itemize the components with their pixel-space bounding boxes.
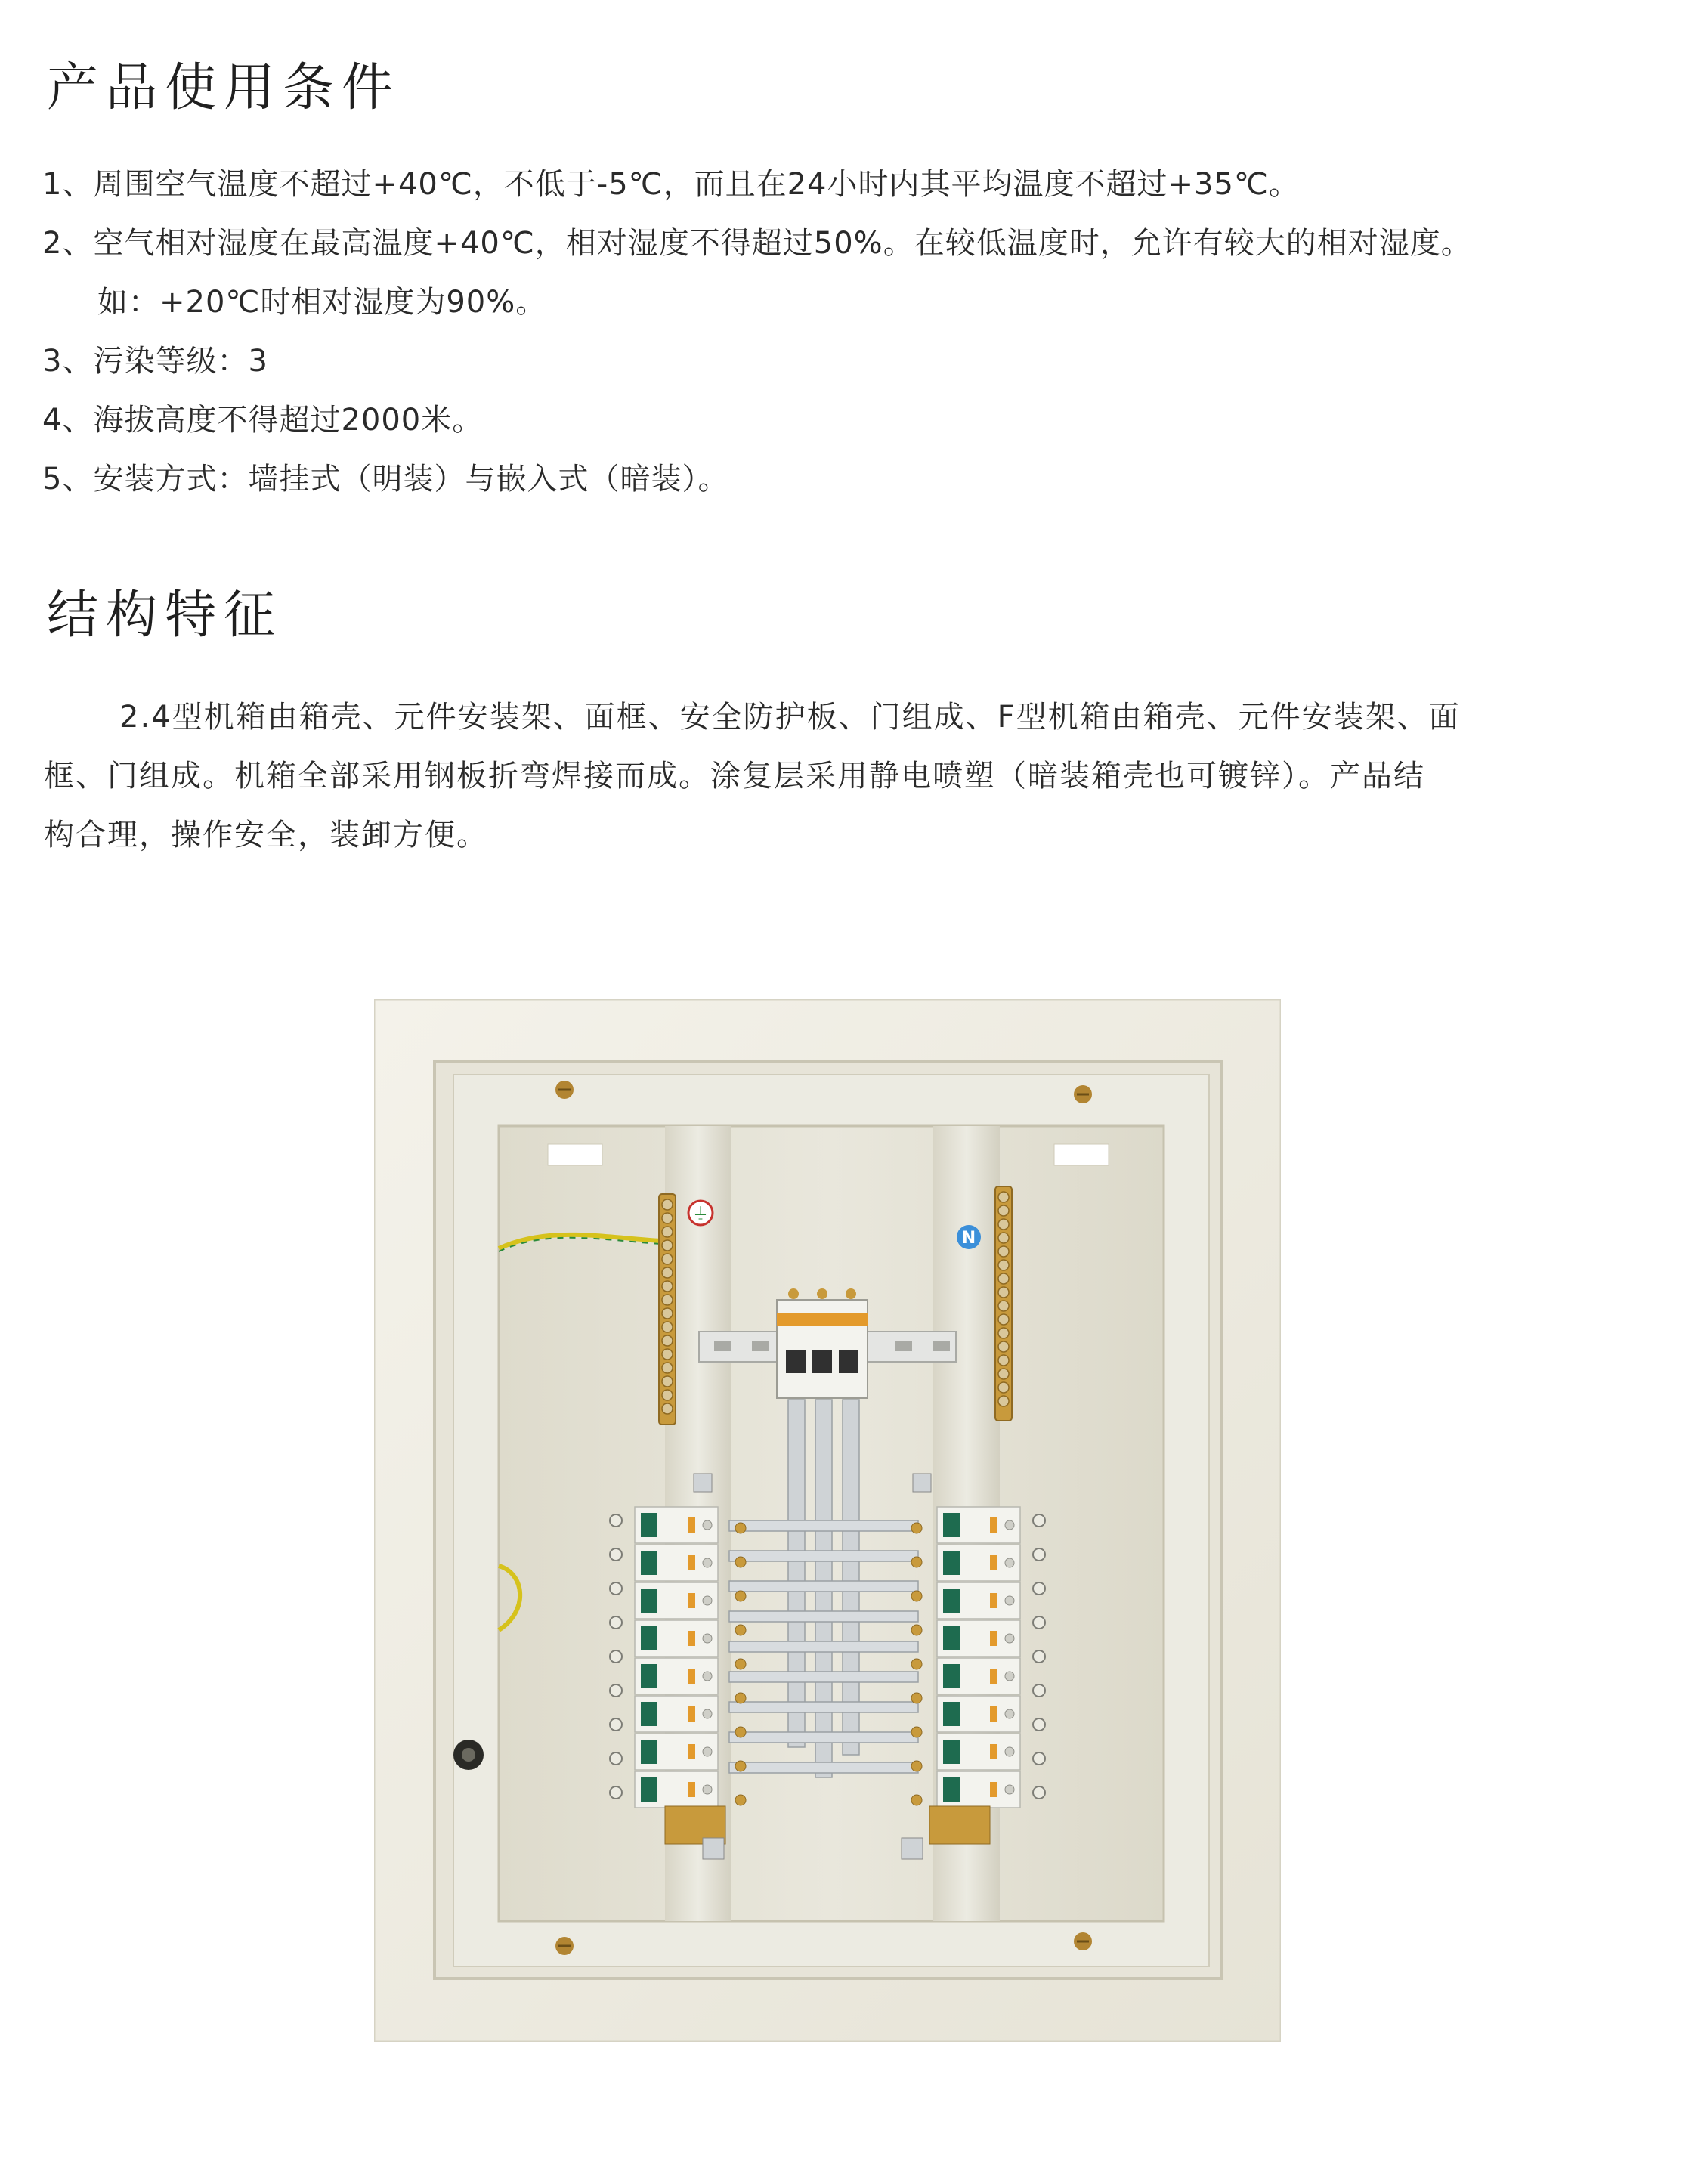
screw-icon [1074,1085,1092,1103]
breaker-toggle [786,1350,858,1373]
neutral-symbol: N [961,1229,976,1248]
screw-icon [555,1937,574,1955]
ground-symbol: ⏚ [691,1205,710,1224]
paragraph-line: 2.4型机箱由箱壳、元件安装架、面框、安全防护板、门组成、F型机箱由箱壳、元件安装架、面 [119,700,1461,735]
list-item: 5、安装方式：墙挂式（明装）与嵌入式（暗装）。 [42,462,729,497]
distribution-box-photo [374,999,1281,2042]
mounting-slot [548,1144,602,1165]
list-item: 2、空气相对湿度在最高温度+40℃，相对湿度不得超过50%。在较低温度时，允许有较大的相对湿度。 [42,226,1472,261]
paragraph-line: 构合理，操作安全，装卸方便。 [44,818,488,852]
screw-icon [555,1081,574,1099]
mounting-slot [1054,1144,1109,1165]
list-item-continuation: 如：+20℃时相对湿度为90%。 [97,285,547,320]
section-title-conditions: 产品使用条件 [47,58,401,118]
section-title-structure: 结构特征 [47,586,283,645]
list-item: 4、海拔高度不得超过2000米。 [42,403,484,438]
paragraph-line: 框、门组成。机箱全部采用钢板折弯焊接而成。涂复层采用静电喷塑（暗装箱壳也可镀锌）。产品结 [44,759,1425,793]
structure-paragraph [44,688,1616,865]
horizontal-busbar [729,1520,918,1773]
conditions-list [42,155,1472,509]
screw-icon [1074,1932,1092,1950]
list-item: 1、周围空气温度不超过+40℃，不低于-5℃，而且在24小时内其平均温度不超过+35℃。 [42,167,1300,202]
list-item: 3、污染等级：3 [42,344,268,379]
distribution-box-illustration [374,999,1281,2042]
